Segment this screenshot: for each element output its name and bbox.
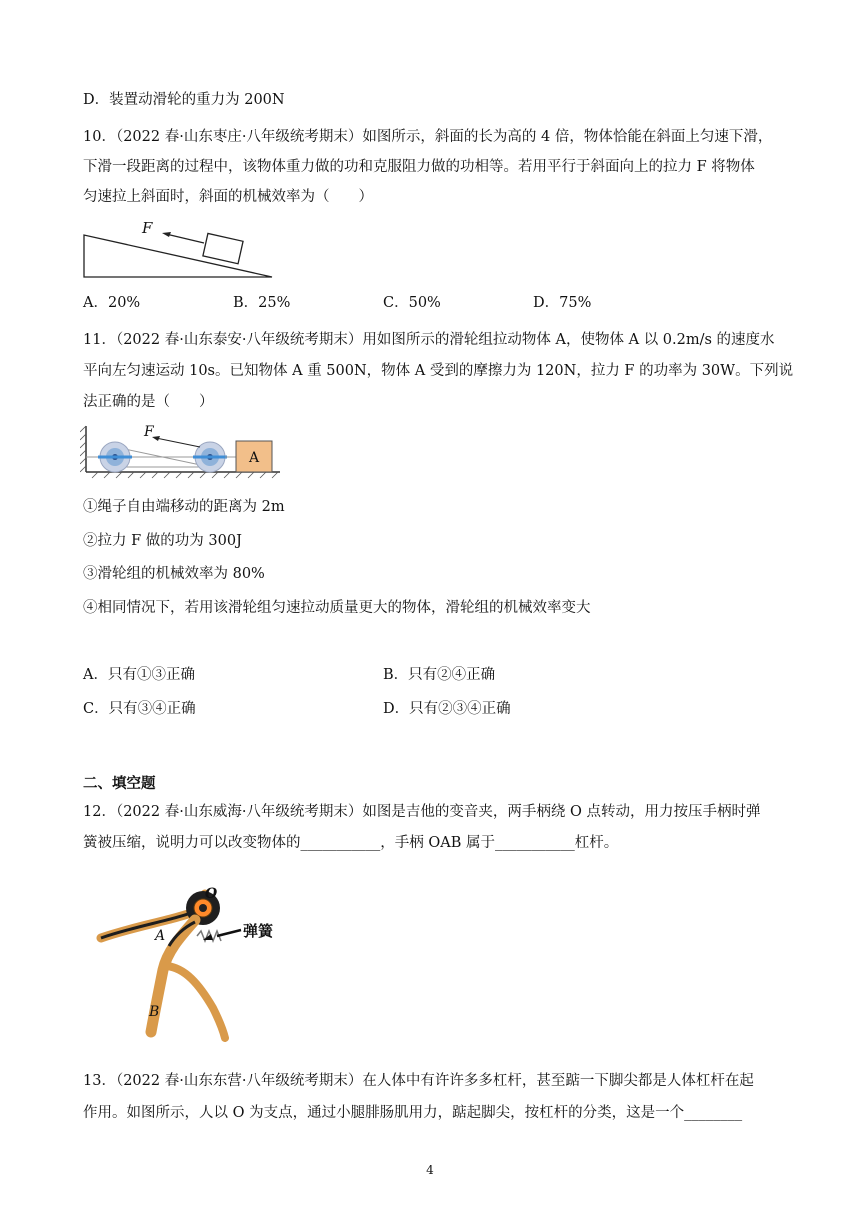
q12-figure-label-spring: 弹簧	[243, 922, 274, 940]
q13-text-line2: 作用。如图所示，人以 O 为支点，通过小腿腓肠肌用力，踮起脚尖，按杠杆的分类，这是一个________	[83, 1105, 743, 1121]
q11-statement-2: ②拉力 F 做的功为 300J	[83, 533, 242, 549]
q11-pulley-figure	[80, 422, 285, 480]
q11-text-line2: 平向左匀速运动 10s。已知物体 A 重 500N，物体 A 受到的摩擦力为 120N，拉力 F 的功率为 30W。下列说	[83, 363, 794, 379]
q10-text-line1: 10．（2022 春·山东枣庄·八年级统考期末）如图所示，斜面的长为高的 4 倍，物体恰能在斜面上匀速下滑，	[83, 129, 773, 145]
q10-text-line3: 匀速拉上斜面时，斜面的机械效率为（ ）	[83, 189, 373, 205]
q10-option-b[interactable]: B．25%	[233, 295, 291, 311]
q11-text-line3: 法正确的是（ ）	[83, 394, 214, 410]
q10-option-c[interactable]: C．50%	[383, 295, 441, 311]
q10-figure-label-f: F	[142, 219, 153, 237]
q11-text-line1: 11．（2022 春·山东泰安·八年级统考期末）用如图所示的滑轮组拉动物体 A，使物体 A 以 0.2m/s 的速度水	[83, 332, 775, 348]
q11-figure-label-f: F	[144, 424, 154, 440]
q12-figure-label-a: A	[155, 928, 166, 944]
q9-option-d: D．装置动滑轮的重力为 200N	[83, 92, 285, 108]
q11-statement-3: ③滑轮组的机械效率为 80%	[83, 566, 265, 582]
q11-figure-label-a: A	[248, 450, 260, 466]
q13-text-line1: 13．（2022 春·山东东营·八年级统考期末）在人体中有许许多多杠杆，甚至踮一下脚尖都是人体杠杆在起	[83, 1073, 754, 1089]
q12-text-line2: 簧被压缩，说明力可以改变物体的___________，手柄 OAB 属于___________杠杆。	[83, 835, 619, 851]
q12-capo-figure	[95, 880, 295, 1042]
q10-incline-figure	[80, 215, 280, 281]
q11-statement-4: ④相同情况下，若用该滑轮组匀速拉动质量更大的物体，滑轮组的机械效率变大	[83, 600, 591, 616]
q12-figure-label-b: B	[149, 1004, 160, 1020]
q11-option-d[interactable]: D．只有②③④正确	[383, 701, 511, 717]
q12-figure-label-o: O	[205, 886, 218, 902]
page-number: 4	[426, 1163, 434, 1177]
q10-option-d[interactable]: D．75%	[533, 295, 592, 311]
q11-statement-1: ①绳子自由端移动的距离为 2m	[83, 499, 285, 515]
q11-option-b[interactable]: B．只有②④正确	[383, 667, 496, 683]
q12-text-line1: 12．（2022 春·山东威海·八年级统考期末）如图是吉他的变音夹，两手柄绕 O 点转动，用力按压手柄时弹	[83, 804, 761, 820]
q10-text-line2: 下滑一段距离的过程中，该物体重力做的功和克服阻力做的功相等。若用平行于斜面向上的拉力 F 将物体	[83, 159, 755, 175]
q11-option-a[interactable]: A．只有①③正确	[83, 667, 195, 683]
q11-option-c[interactable]: C．只有③④正确	[83, 701, 196, 717]
q10-option-a[interactable]: A．20%	[83, 295, 141, 311]
section-heading-fill-in: 二、填空题	[83, 776, 156, 792]
